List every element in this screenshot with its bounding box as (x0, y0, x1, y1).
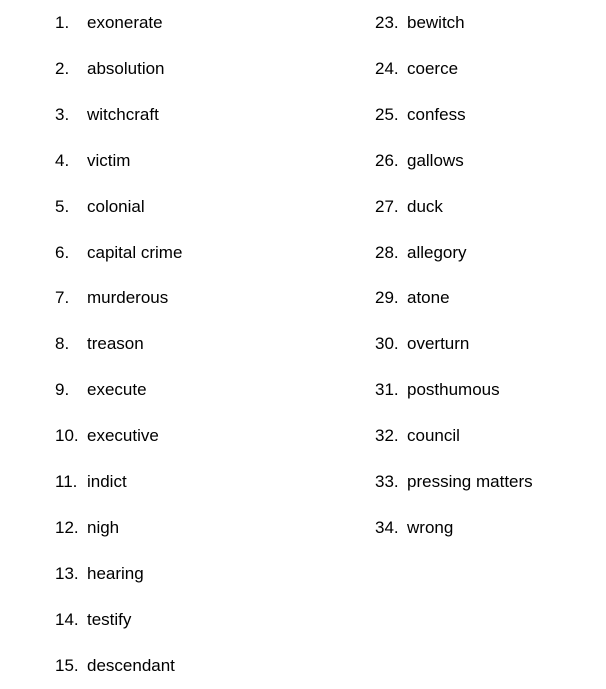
item-number: 3. (55, 104, 70, 124)
item-number: 15. (55, 655, 79, 675)
vocabulary-term: gallows (407, 150, 464, 170)
item-number: 13. (55, 563, 79, 583)
vocabulary-term: duck (407, 196, 443, 216)
vocabulary-term: wrong (407, 517, 454, 537)
item-number: 10. (55, 426, 79, 446)
item-number: 14. (55, 609, 79, 629)
vocabulary-item (375, 470, 533, 494)
vocabulary-item (55, 195, 145, 219)
vocabulary-item (55, 378, 147, 402)
vocabulary-item (375, 332, 469, 356)
item-number: 26. (375, 150, 399, 170)
vocabulary-term: murderous (87, 288, 169, 308)
vocabulary-term: atone (407, 288, 450, 308)
vocabulary-item (55, 516, 119, 540)
vocabulary-term: victim (87, 150, 131, 170)
item-number: 5. (55, 196, 70, 216)
vocabulary-term: witchcraft (87, 104, 159, 124)
item-number: 23. (375, 13, 399, 32)
vocabulary-term: absolution (87, 58, 165, 78)
vocabulary-item (55, 562, 144, 586)
vocabulary-term: execute (87, 380, 147, 400)
item-number: 34. (375, 517, 399, 537)
item-number: 8. (55, 334, 70, 354)
item-number: 24. (375, 58, 399, 78)
vocabulary-term: indict (87, 472, 127, 491)
vocabulary-item (55, 286, 168, 310)
item-number: 33. (375, 472, 399, 491)
vocabulary-term: nigh (87, 517, 120, 537)
item-number: 28. (375, 242, 399, 262)
vocabulary-term: allegory (407, 242, 467, 262)
vocabulary-term: capital crime (87, 242, 183, 262)
vocabulary-term: coerce (407, 58, 459, 78)
vocabulary-item (375, 378, 500, 402)
item-number: 2. (55, 58, 70, 78)
item-number: 30. (375, 334, 399, 354)
vocabulary-item (375, 195, 443, 219)
vocabulary-term: exonerate (87, 13, 163, 32)
item-number: 32. (375, 426, 399, 446)
item-number: 25. (375, 104, 399, 124)
vocabulary-item (375, 57, 458, 81)
vocabulary-term: confess (407, 104, 466, 124)
vocabulary-term: posthumous (407, 380, 500, 400)
vocabulary-item (55, 424, 159, 448)
vocabulary-term: colonial (87, 196, 145, 216)
vocabulary-item (375, 241, 467, 265)
vocabulary-term: testify (87, 609, 132, 629)
item-number: 1. (55, 13, 70, 32)
vocabulary-item (55, 241, 182, 265)
item-number: 7. (55, 288, 70, 308)
vocabulary-item (55, 332, 144, 356)
vocabulary-item (55, 470, 127, 494)
vocabulary-term: hearing (87, 563, 144, 583)
vocabulary-item (375, 424, 460, 448)
vocabulary-item (55, 103, 159, 127)
vocabulary-item (55, 149, 130, 173)
vocabulary-item (375, 516, 453, 540)
vocabulary-item (375, 286, 450, 310)
item-number: 6. (55, 242, 70, 262)
vocabulary-item (375, 11, 465, 35)
item-number: 11. (55, 472, 78, 491)
vocabulary-term: council (407, 426, 460, 446)
vocabulary-item (55, 57, 165, 81)
vocabulary-term: overturn (407, 334, 470, 354)
vocabulary-term: descendant (87, 655, 175, 675)
vocabulary-term: bewitch (407, 13, 465, 32)
vocabulary-term: pressing matters (407, 472, 533, 491)
vocabulary-item (55, 11, 163, 35)
vocabulary-item (55, 608, 131, 632)
item-number: 29. (375, 288, 399, 308)
item-number: 27. (375, 196, 399, 216)
item-number: 9. (55, 380, 70, 400)
vocabulary-term: treason (87, 334, 144, 354)
vocabulary-item (55, 654, 175, 678)
vocabulary-item (375, 103, 466, 127)
vocabulary-item (375, 149, 464, 173)
item-number: 12. (55, 517, 79, 537)
vocabulary-term: executive (87, 426, 159, 446)
item-number: 31. (375, 380, 399, 400)
item-number: 4. (55, 150, 70, 170)
